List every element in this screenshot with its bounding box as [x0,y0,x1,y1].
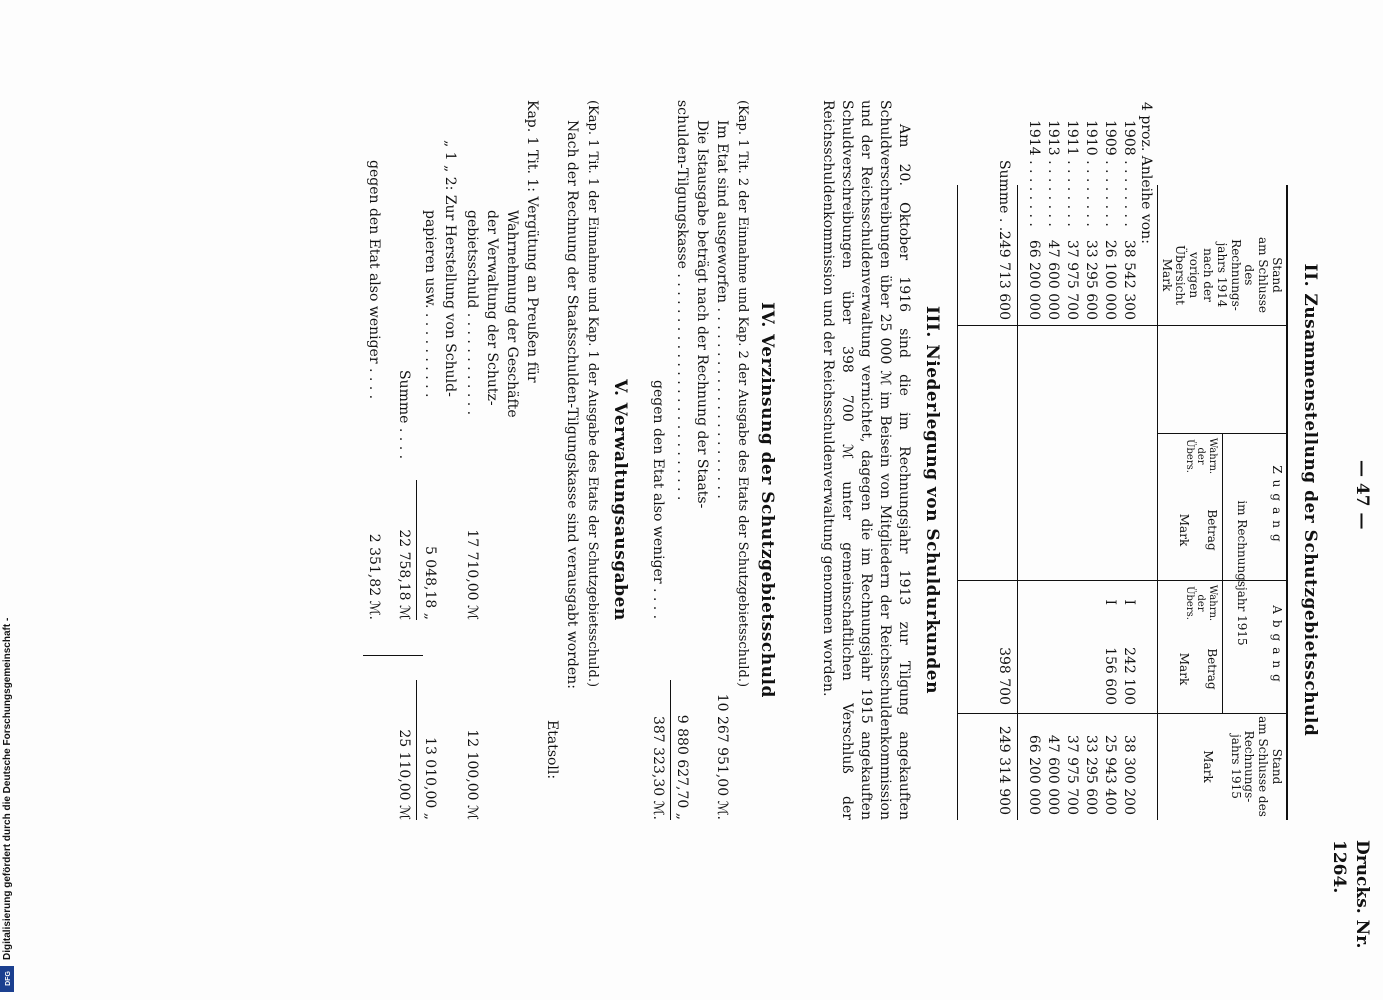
row-stand1915-prior: 26 100 000 [1102,239,1118,320]
section-4-etat-amount: 10 267 951,00 ℳ. [714,693,730,820]
col-header-stand-1915: Stand am Schlusse des Rechnungs- jahrs 1915 Mark [1201,716,1284,817]
col-header-zugang: Zugang [1270,465,1284,548]
row-stand1915-prior: 66 200 000 [1026,239,1042,320]
item-1-line-1: Kap. 1 Tit. 1: Vergütung an Preußen für [524,100,540,383]
sum-stand-1914: 249 713 600 [996,230,1012,320]
item-1-soll-amount: 12 100,00 ℳ [464,729,480,820]
section-4-difference-amount: 387 323,30 ℳ. [650,715,666,820]
section-4-reference: (Kap. 1 Tit. 2 der Einnahme und Kap. 2 der Ausgabe des Etats der Schutzgebietsschuld.) [735,100,750,688]
sum-label: Summe . . . [996,160,1012,241]
row-betrag-abgang: 156 600 [1102,647,1118,705]
page-number: — 47 — [1352,460,1372,530]
section-3-text: Am 20. Oktober 1916 sind die im Rechnungsjahr 1913 zur Tilgung angekauften Schuldverschreibungen über 25 000 ℳ im Beisein von Mitgliedern der Reichsschuldenkommission und der Reichsschuldenverwaltung vernichtet, dagegen die im Rechnungsjahr 1915 angekauften Schuldverschreibungen über 398 700 ℳ unter gemeinschaftlichen Verschluß der Reichsschuldenkommission und der Reichsschuldenverwaltung genommen worden. [820,100,912,820]
item-1-line-3: der Verwaltung der Schutz- [484,210,500,406]
section-5-sum-soll: 25 110,00 ℳ [396,729,412,820]
row-stand1915: 38 300 200 [1121,734,1137,815]
row-betrag-abgang: 242 100 [1121,647,1137,705]
row-label: 1911 . . . . . . . . [1064,120,1080,227]
section-5-sum-ist: 22 758,18 ℳ [396,529,412,620]
item-2-line-1: „ 1 „ 2: Zur Herstellung von Schuld- [442,140,458,397]
item-1-line-2: Wahrnehmung der Geschäfte [504,210,520,418]
row-header-anleihe: 4 proz. Anleihe von: [1138,102,1154,244]
section-5-difference-amount: 2 351,82 ℳ. [366,533,382,620]
col-header-betrag-zugang: Betrag Mark [1177,509,1219,551]
section-2-title: II. Zusammenstellung der Schutzgebietsschuld [1300,263,1320,737]
row-label: 1910 . . . . . . . . [1083,120,1099,227]
section-4-ist-label-1: Die Istausgabe beträgt nach der Rechnung der Staats- [694,120,710,509]
section-5-title: V. Verwaltungsausgaben [610,379,630,621]
row-label: 1909 . . . . . . . . [1102,120,1118,227]
sum-stand-1915: 249 314 900 [996,725,1012,815]
row-label: 1908 . . . . . . . . [1121,120,1137,227]
row-stand1915: 33 295 600 [1083,734,1099,815]
sum-betrag-abgang: 398 700 [996,647,1012,705]
section-5-sum-label: Summe . . . . [396,370,412,460]
col-header-wahrn-zugang: Wahrn. der Übers. [1184,437,1218,475]
item-2-line-2: papieren usw. . . . . . . . . . . [422,210,438,398]
section-5-difference-label: gegen den Etat also weniger . . . . [366,160,382,400]
row-stand1915: 25 943 400 [1102,734,1118,815]
row-wahrn: I [1121,599,1137,605]
section-3-title: III. Niederlegung von Schuldurkunden [922,306,942,694]
row-stand1915-prior: 38 542 300 [1121,239,1137,320]
section-4-title: IV. Verzinsung der Schutzgebietsschuld [757,302,777,698]
row-label: 1914 . . . . . . . . [1026,120,1042,227]
row-stand1915: 47 600 000 [1045,734,1061,815]
col-header-stand-1914: Stand am Schlusse des Rechnungs- jahrs 1914 nach der vorigen Übersicht Mark [1159,236,1284,313]
section-4-ist-amount: 9 880 627,70 „ [674,714,690,820]
section-5-reference: (Kap. 1 Tit. 1 der Einnahme und Kap. 1 der Ausgabe des Etats der Schutzgebietsschuld.) [585,100,600,688]
dfg-logo-icon: DFG [0,966,14,992]
col-header-betrag-abgang: Betrag Mark [1177,648,1219,690]
item-1-line-4: gebietsschuld . . . . . . . . . . . . [464,210,480,416]
col-header-rechnungsjahr: im Rechnungsjahr 1915 [1235,500,1249,646]
section-4-difference-label: gegen den Etat also weniger . . . . [650,380,666,620]
row-stand1915-prior: 33 295 600 [1083,239,1099,320]
section-5-intro: Nach der Rechnung der Staatsschulden-Tilgungskasse sind verausgabt worden: [564,120,580,689]
item-2-soll-amount: 13 010,00 „ [422,737,438,820]
item-2-ist-amount: 5 048,18 „ [422,545,438,620]
digitization-credit [0,0,20,1000]
col-header-wahrn-abgang: Wahrn. der Übers. [1184,584,1218,622]
row-stand1915-prior: 37 975 700 [1064,239,1080,320]
item-1-ist-amount: 17 710,00 ℳ [464,529,480,620]
row-wahrn: I [1102,599,1118,605]
document-reference: Drucks. Nr. 1264. [1329,840,1372,949]
section-4-ist-label-2: schulden-Tilgungskasse . . . . . . . . . . . . . . . . . . . . . . . . . . [674,100,690,501]
row-stand1915: 66 200 000 [1026,734,1042,815]
credit-text: Digitalisierung gefördert durch die Deutsche Forschungsgemeinschaft - [2,617,13,960]
section-4-etat-label: Im Etat sind ausgeworfen . . . . . . . . . . . . . . . . . . . . . . [714,120,730,499]
col-header-abgang: Abgang [1270,605,1284,688]
row-label: 1913 . . . . . . . . [1045,120,1061,227]
row-stand1915-prior: 47 600 000 [1045,239,1061,320]
row-stand1915: 37 975 700 [1064,734,1080,815]
etatsoll-label: Etatsoll: [544,720,560,780]
